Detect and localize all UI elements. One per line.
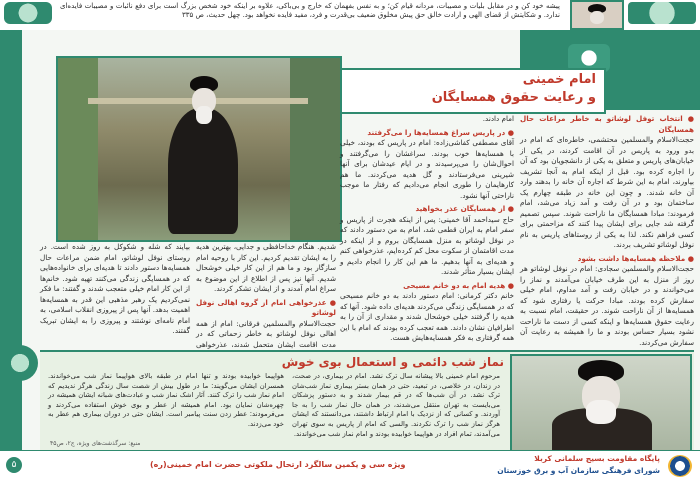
paragraph: آقای مصطفی کفاشی‌زاده: امام در پاریس که بودند، خیلی با همسایه‌ها خوب بودند. سراغشان را می‌گرفتند و احوال‌شان را می‌پرسیدند و در ایام عیدشان برای آنها شیرینی می‌فرستادند و گل هدیه می‌کردند. ما هم کارهایمان را طوری انجام می‌دادیم که رفتار ما موجب ناراحتی آنها نشود. [340,138,514,200]
article-column-left-a [196,242,336,349]
article-column-right [520,114,694,346]
box-title: نماز شب دائمی و استعمال بوی خوش [281,355,504,369]
night-prayer-box [40,350,694,452]
top-strip-text: پیشه خود کن و در مقابل بلیات و مصیبات، مردانه قیام کن؛ و به نفس بفهمان که خارج و بی‌باکی، علاوه بر اینکه خود شخص بزرگ است برای دفع نائبات و مصیبات فایده‌ای ندارد. و شکایتش از قضای الهی و ارادت خالق حق پیش مخلوق ضعیف بی‌قدرت و فرد، مفید فایده نخواهد بود. چهل حدیث، ص ۳۳۵ [60,2,560,19]
subheading: ● ملاحظه همسایه‌ها داشت بشود [577,253,694,263]
paragraph: حجت‌الاسلام والمسلمین محتشمی، خاطره‌ای که امام در بدو ورود به پاریس در آن اقامت کردند، در یکی از خیابان‌های پاریس و متعلق به یکی از دانشجویان بود که آن را اجاره کرده بود. قبل از اینکه امام به آنجا تشریف بیاورند، امام به این شرط که اجاره آن خانه را بدهند وارد آن خانه شدند. و چون این خانه در طبقه چهارم یک ساختمان بود و در آن رفت و آمد زیاد می‌شد، امام فرمودند: مبادا همسایگان ما ناراحت شوند. سپس تصمیم گرفته شد جایی برای ایشان پیدا کنند که مزاحمتی برای کسی فراهم نکند. لذا به یکی از روستاهای پاریس به نام نوفل لوشاتو تشریف بردند. [520,135,694,249]
subheading: ● از همسایگان عذر بخواهید [415,204,514,213]
subheading: ● در پاریس سراغ همسایه‌ها را می‌گرفتند [367,127,514,137]
left-margin-bar [0,30,22,450]
paragraph: بیایند که شله و شکوکل به روز شده است. در روستای نوفل لوشاتو، امام ضمن مراعات حال همسایه‌ها دستور دادند تا هدیه‌ای برای خانواده‌هایی که در همسایگی زندگی می‌کنند تهیه شود. خانم‌ها از این کار امام خیلی متعجب شدند و گفتند: ما فکر نمی‌کردیم یک رهبر مذهبی این قدر به همسایه‌ها اهمیت بدهد. آنها پس از پیروزی انقلاب اسلامی، به امام نامه‌ای نوشتند و پیروزی را به ایشان تبریک گفتند. [40,242,190,335]
top-portrait [570,0,624,30]
paragraph: امام دادند. [482,114,514,123]
article-title-box [340,68,606,114]
top-right-ornament [628,2,696,24]
org-logo [668,455,692,477]
footer-center-text: ویژه سی و یکمین سالگرد ارتحال ملکوتی حضرت امام خمینی(ره) [150,460,406,469]
paragraph: خانم دکتر کرمانی: امام دستور دادند به دو خانم مسیحی که در همسایگی زندگی می‌کردند هدیه‌ای داده شود. آنها که هدیه را گرفتند خیلی خوشحال شدند و مقداری از آن را به اطرافیان نشان دادند. همه تعجب کرده بودند که امام با این همه گرفتاری به فکر همسایه‌هایش هست. [340,291,514,342]
box-column-left: هواپیما خوابیده بودند و تنها امام در طبقه بالای هواپیما نماز شب می‌خواندند. همسران ایشان می‌گویند: ما در طول بیش از شصت سال زندگی هرگز ندیدیم که امام نماز شب را ترک کنند. آثار اشک نماز شب و عبادت‌های شبانه ایشان همیشه در چهره‌شان نمایان بود. امام همیشه از عطر و بوی خوش استفاده می‌کردند و می‌فرمودند: عطر زدن سنت پیامبر است. ایشان حتی در دوران بیماری هم عطر به خود می‌زدند. [48,372,284,428]
article-title-line2: و رعایت حقوق همسایگان [431,90,596,105]
footer [0,450,700,481]
paragraph: حجت‌الاسلام والمسلمین فرقانی: امام از همه اهالی نوفل لوشاتو به خاطر زحماتی که در مدت اقامت ایشان متحمل شدند، عذرخواهی [196,318,336,349]
box-source: منبع: سرگذشت‌های ویژه، ج۲، ص۴۵ [50,440,141,447]
page-number: ۵ [6,457,22,473]
top-header-strip [0,0,700,30]
article-title-line1: امام خمینی [522,72,596,87]
standing-figure [168,108,238,234]
subheading: ● عذرخواهی امام از گروه اهالی نوفل لوشاتو [196,297,336,317]
paragraph: حجت‌الاسلام والمسلمین سجادی: امام در نوفل لوشاتو هر روز از منزل به این طرف خیابان می‌آمدند و نماز را می‌خواندند و در خیابان رفت و آمد مداوم، امام خیلی سفارش کرده بودند. مبادا حرکت یا رفتاری شود که همسایه‌ها از آن ناراحت شوند. در حقیقت، امام نسبت به رعایت حقوق همسایه‌ها و اینکه کسی از دست ما ناراحت نشود بسیار حساس بودند و ما را همیشه به رعایت آن سفارش می‌کردند. [520,264,694,347]
box-column-right: مرحوم امام خمینی بالا پیشانه سال ترک نشد. امام در بیماری، در صحت، در زندان، در خلاصی، در تبعید، حتی در همان بستر بیماری نماز شب‌شان ترک نشد. در آن شب‌ها که در قم بیمار شدند و به دستور پزشکان می‌بایست به تهران منتقل می‌شدند، در همان حال نماز شب را به جا آوردند. و کسانی که از نزدیک با امام ارتباط داشتند، می‌دانستند که ایشان هرگز نماز شب را ترک نکردند. والسی که امام از پاریس به سوی تهران می‌آمدند، تمام افراد در هواپیما خوابیده بودند و امام نماز شب می‌خواندند. [292,372,500,438]
box-portrait [510,354,692,452]
article-column-middle [340,114,514,346]
paragraph: حاج سیداحمد آقا خمینی: پس از اینکه هجرت از پاریس و سفر امام به ایران قطعی شد، امام به من دستور دادند که در نوفل لوشاتو به منزل همسایگان بروم و از اینکه در مدت اقامتمان از سکوت محل کم کرده‌ایم، عذرخواهی کنم و هدیه‌ای به آنها بدهیم. ما هم این کار را انجام دادیم و ایشان بسیار متأثر شدند. [340,214,514,276]
left-margin-ornament [2,345,38,381]
footer-org-line2: شورای فرهنگی سازمان آب و برق خوزستان [497,466,660,475]
footer-org-line1: پایگاه مقاومت بسیج سلمانی کربلا [534,454,660,463]
paragraph: شدیم. هنگام خداحافظی و جدایی، بهترین هدیه را به ایشان تقدیم کردیم. این کار با روحیه امام سازگار بود و ما هم از این کار خیلی خوشحال شدیم. آنها نیز پس از اطلاع از این موضوع به سراغ امام آمدند و از ایشان تشکر کردند. [196,242,336,293]
top-left-ornament [4,2,52,24]
main-photo [56,56,342,242]
article-column-left-b [40,242,190,346]
subheading: ● انتخاب توفل لوشاتو به خاطر مراعات حال همسایگان [520,114,694,134]
subheading: ● هدیه امام به دو خانم مسیحی [403,280,514,290]
